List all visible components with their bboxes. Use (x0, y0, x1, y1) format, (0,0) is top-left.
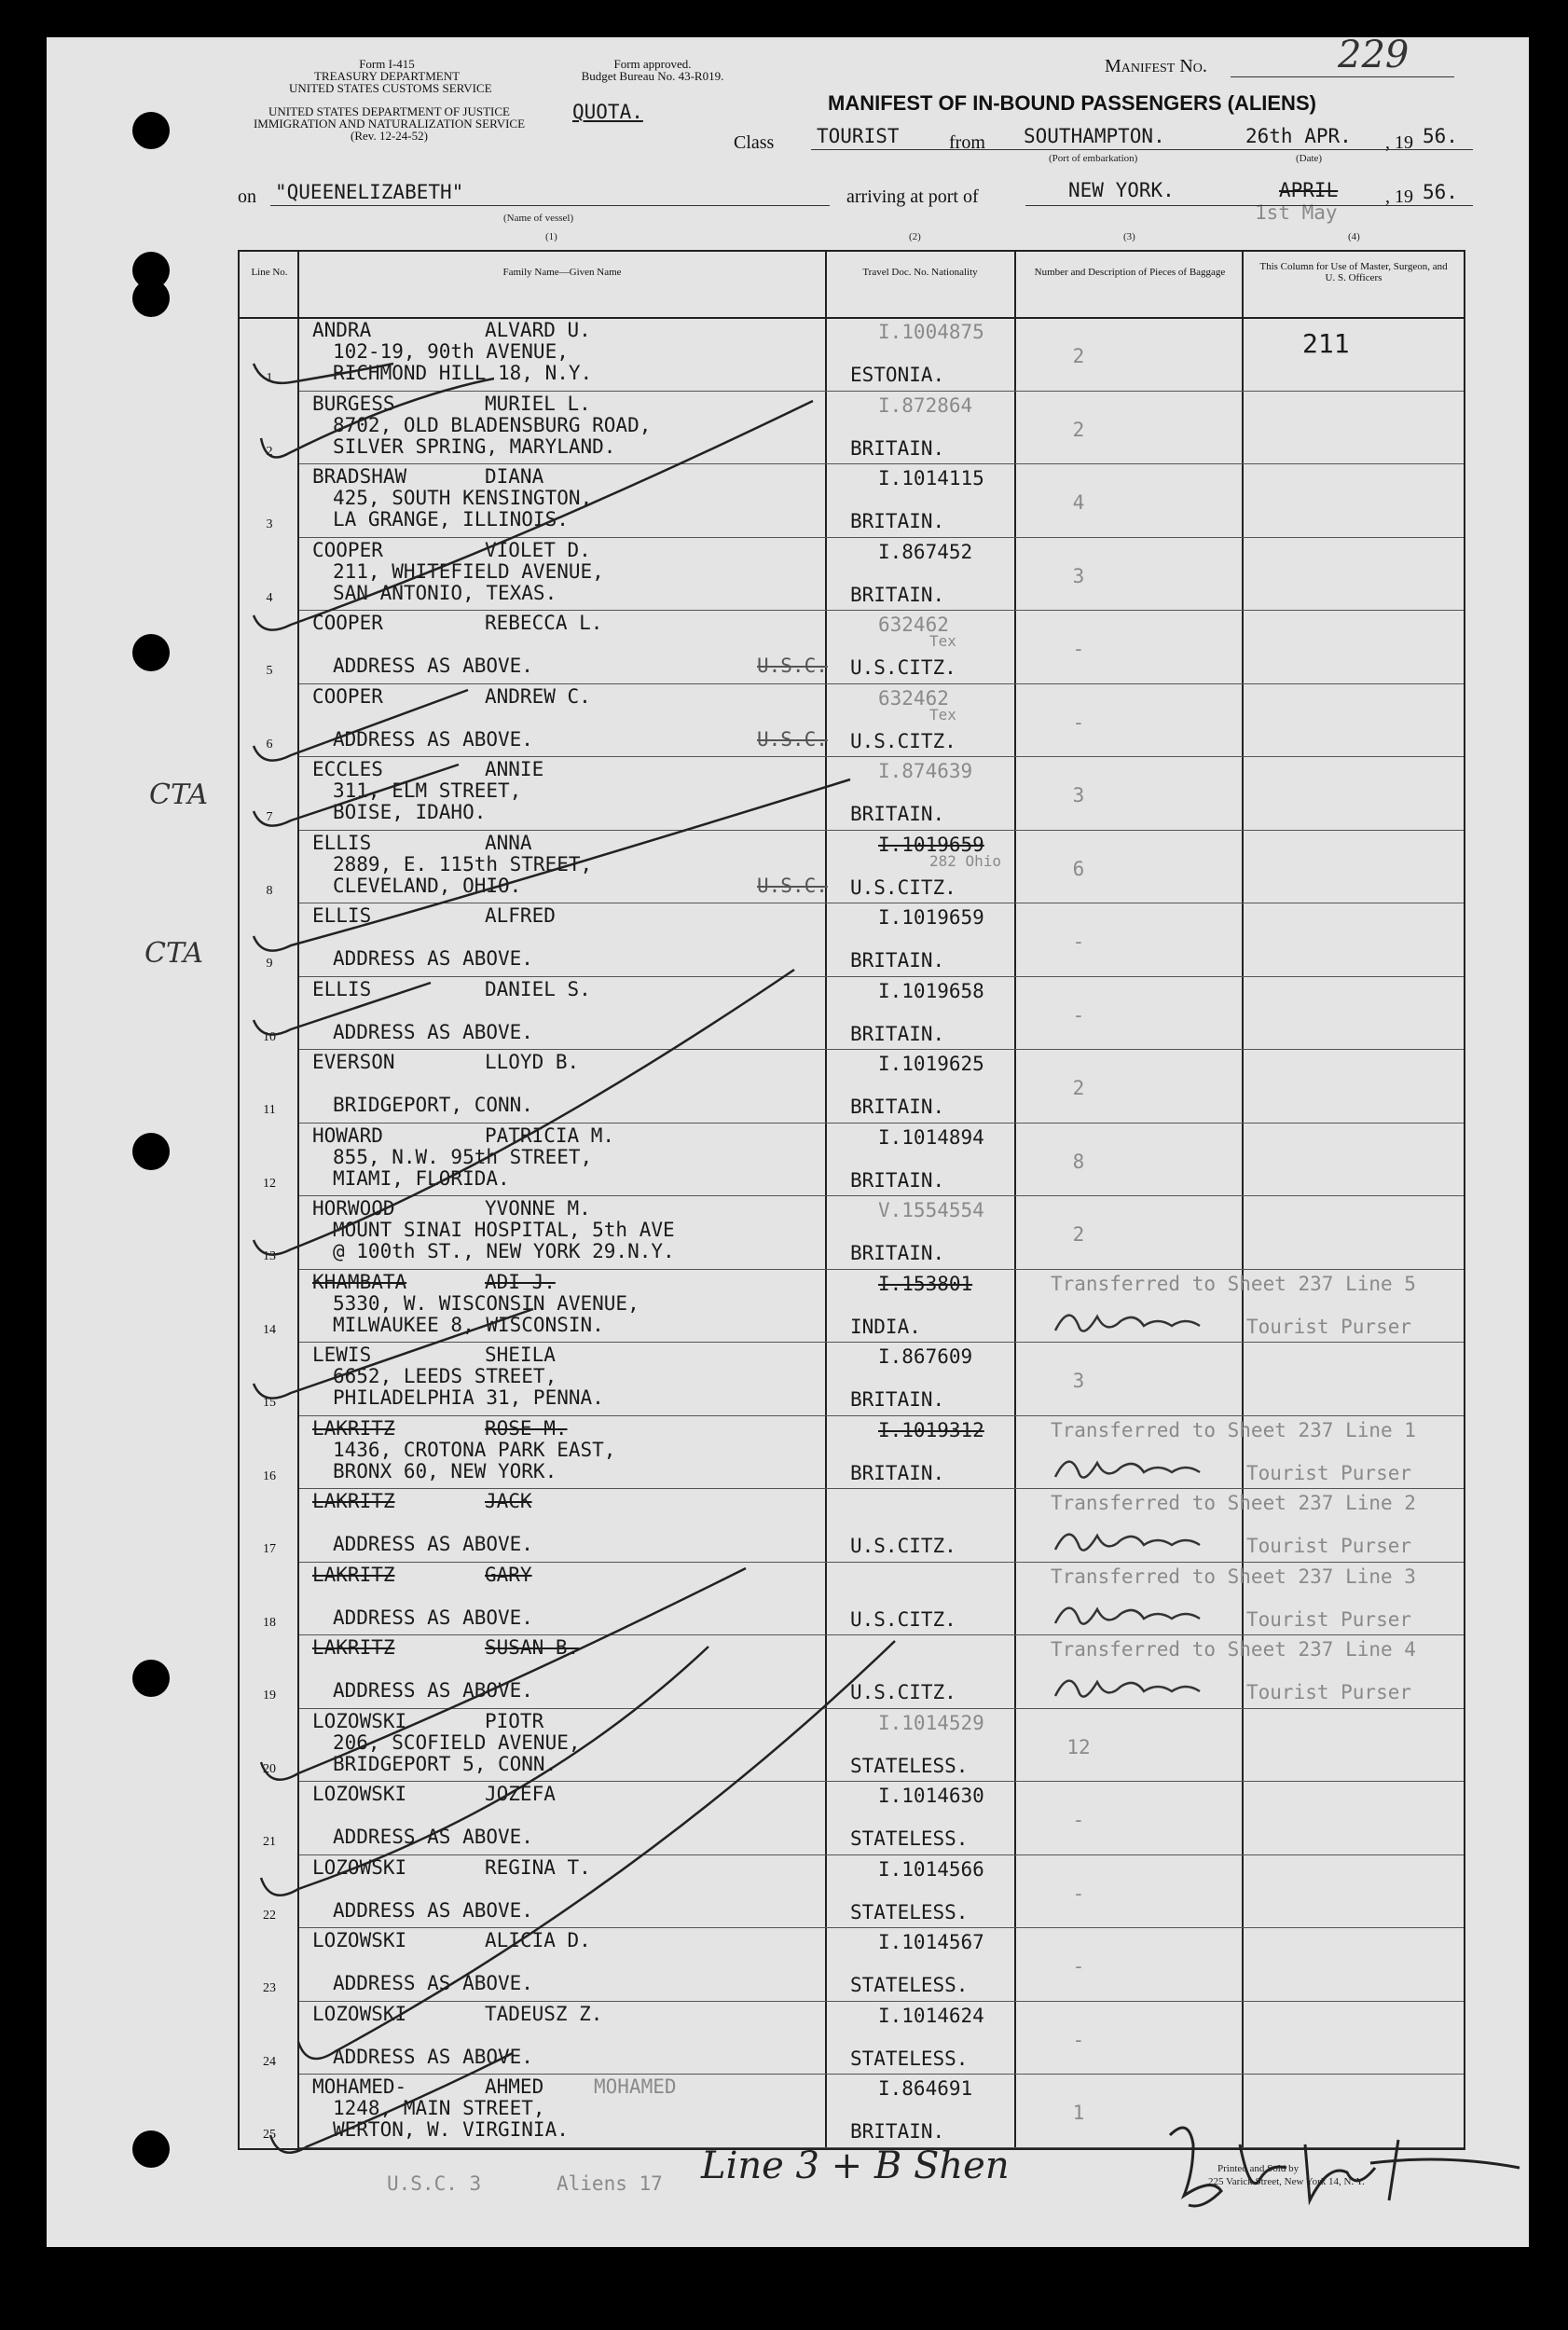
col-num-3: (3) (1123, 231, 1135, 242)
nationality: BRITAIN. (850, 1388, 945, 1411)
family-name: COOPER (312, 538, 383, 561)
travel-doc-number: I.1014567 (878, 1931, 984, 1953)
travel-doc-number: I.872864 (878, 393, 973, 417)
arriving-label: arriving at port of (846, 186, 979, 207)
address-line-2: ADDRESS AS ABOVE. (333, 727, 533, 751)
baggage-count: - (1072, 931, 1085, 953)
line-number: 15 (263, 1396, 276, 1410)
year-prefix: , 19 (1385, 132, 1413, 153)
family-name: ELLIS (312, 831, 372, 854)
signature-scrawl (1156, 2116, 1529, 2219)
given-name: MURIEL L. (485, 392, 591, 415)
given-name-note: MOHAMED (594, 2075, 677, 2098)
travel-doc-note: 282 Ohio (929, 851, 1002, 870)
departure-date: 26th APR. (1245, 125, 1352, 147)
line-number: 6 (266, 737, 273, 751)
col-num-2: (2) (909, 231, 921, 242)
address-line-2: MIAMI, FLORIDA. (333, 1166, 510, 1190)
address-line-2: ADDRESS AS ABOVE. (333, 1606, 533, 1629)
travel-doc-note: Tex (929, 632, 956, 650)
arrival-month: APRIL (1279, 179, 1339, 201)
on-label: on (238, 186, 256, 207)
given-name: ALFRED (485, 904, 556, 927)
nationality: STATELESS. (850, 1900, 969, 1923)
family-name: KHAMBATA (312, 1270, 407, 1293)
line-number: 5 (266, 664, 273, 678)
arrival-correction: 1st May (1255, 201, 1338, 224)
baggage-count: 12 (1066, 1735, 1091, 1758)
address-line-1: 425, SOUTH KENSINGTON, (333, 487, 593, 509)
departure-year: 56. (1423, 125, 1458, 147)
transfer-note: Transferred to Sheet 237 Line 4 (1051, 1638, 1416, 1661)
line-number: 12 (263, 1176, 276, 1191)
address-line-2: RICHMOND HILL 18, N.Y. (333, 362, 593, 384)
printer-line-2: 225 Varick Street, New York 14, N. Y. (1208, 2176, 1365, 2187)
transfer-note: Transferred to Sheet 237 Line 1 (1051, 1418, 1416, 1441)
address-line-2: BRONX 60, NEW YORK. (333, 1459, 557, 1482)
given-name: ANNIE (485, 758, 544, 780)
given-name: LLOYD B. (485, 1051, 580, 1073)
address-line-2: @ 100th ST., NEW YORK 29.N.Y. (333, 1240, 675, 1262)
line-number: 8 (266, 883, 273, 898)
quota-label: QUOTA. (572, 101, 643, 123)
address-line-2: ADDRESS AS ABOVE. (333, 1533, 533, 1555)
baggage-count: - (1072, 1882, 1085, 1905)
address-line-2: BRIDGEPORT 5, CONN. (333, 1752, 557, 1775)
baggage-count: - (1072, 1003, 1085, 1027)
officer-entry: 211 (1302, 328, 1350, 359)
family-name: COOPER (312, 684, 383, 708)
family-name: LAKRITZ (312, 1490, 395, 1512)
manifest-number: 229 (1338, 34, 1410, 76)
family-name: ELLIS (312, 977, 372, 1000)
justice-dept: UNITED STATES DEPARTMENT OF JUSTICE (268, 104, 510, 118)
nationality: BRITAIN. (850, 949, 945, 972)
class-value: TOURIST (817, 125, 900, 147)
baggage-count: - (1072, 638, 1085, 660)
address-line-1: 855, N.W. 95th STREET, (333, 1145, 593, 1168)
nationality: BRITAIN. (850, 2120, 945, 2143)
line-number: 7 (266, 810, 273, 824)
nationality: BRITAIN. (850, 1461, 945, 1484)
line-number: 24 (263, 2054, 276, 2069)
usc-mark: U.S.C. (757, 874, 828, 897)
line-number: 22 (263, 1908, 276, 1923)
budget-bureau: Budget Bureau No. 43-R019. (581, 69, 724, 83)
given-name: ANNA (485, 831, 532, 854)
purser-title: Tourist Purser (1246, 1315, 1412, 1338)
given-name: JACK (485, 1490, 532, 1512)
purser-title: Tourist Purser (1246, 1461, 1412, 1484)
address-line-1: 102-19, 90th AVENUE, (333, 340, 569, 363)
nationality: BRITAIN. (850, 510, 945, 532)
address-line-2: CLEVELAND, OHIO. (333, 874, 522, 897)
address-line-2: ADDRESS AS ABOVE. (333, 1020, 533, 1043)
address-line-2: WERTON, W. VIRGINIA. (333, 2118, 569, 2141)
transfer-note: Transferred to Sheet 237 Line 2 (1051, 1492, 1416, 1514)
travel-doc-number: 632462 (878, 614, 949, 636)
travel-doc-number: I.1014630 (878, 1785, 984, 1807)
col-header-baggage: Number and Description of Pieces of Baggage (1034, 267, 1226, 278)
baggage-count: 3 (1072, 784, 1085, 807)
baggage-count: 3 (1072, 564, 1085, 587)
family-name: LAKRITZ (312, 1416, 395, 1440)
purser-title: Tourist Purser (1246, 1535, 1412, 1557)
address-line-1: MOUNT SINAI HOSPITAL, 5th AVE (333, 1219, 675, 1241)
given-name: PATRICIA M. (485, 1124, 615, 1147)
col-header-line-no: Line No. (251, 267, 288, 278)
baggage-count: 2 (1072, 1077, 1085, 1099)
address-line-2: SILVER SPRING, MARYLAND. (333, 434, 616, 458)
family-name: HOWARD (312, 1124, 383, 1147)
address-line-2: ADDRESS AS ABOVE. (333, 2045, 533, 2068)
line-number: 20 (263, 1761, 276, 1776)
address-line-2: BOISE, IDAHO. (333, 801, 487, 823)
address-line-2: ADDRESS AS ABOVE. (333, 1898, 533, 1922)
form-approved: Form approved. (613, 57, 692, 71)
nationality: BRITAIN. (850, 1168, 945, 1192)
address-line-1: 5330, W. WISCONSIN AVENUE, (333, 1291, 640, 1315)
travel-doc-number: V.1554554 (878, 1199, 984, 1221)
port-embark-caption: (Port of embarkation) (1049, 153, 1138, 164)
date-caption: (Date) (1296, 153, 1323, 164)
family-name: ANDRA (312, 319, 372, 341)
line-number: 13 (263, 1249, 276, 1263)
given-name: DIANA (485, 465, 544, 488)
travel-doc-number: I.1014894 (878, 1125, 984, 1149)
address-line-2: ADDRESS AS ABOVE. (333, 1972, 533, 1994)
given-name: ADI J. (485, 1270, 556, 1293)
given-name: ANDREW C. (485, 684, 591, 708)
travel-doc-number: I.1014566 (878, 1857, 984, 1881)
usc-mark: U.S.C. (757, 727, 828, 751)
address-line-1: 8702, OLD BLADENSBURG ROAD, (333, 413, 652, 436)
given-name: REBECCA L. (485, 612, 603, 634)
travel-doc-number: 632462 (878, 686, 949, 710)
address-line-2: ADDRESS AS ABOVE. (333, 1679, 533, 1702)
family-name: EVERSON (312, 1051, 395, 1073)
address-line-1: 6652, LEEDS STREET, (333, 1365, 557, 1387)
baggage-count: 4 (1072, 491, 1085, 514)
transfer-note: Transferred to Sheet 237 Line 3 (1051, 1565, 1416, 1588)
given-name: SUSAN B. (485, 1636, 580, 1659)
nationality: U.S.CITZ. (850, 1535, 956, 1557)
purser-title: Tourist Purser (1246, 1607, 1412, 1631)
from-label: from (949, 132, 985, 153)
revision: (Rev. 12-24-52) (351, 129, 428, 143)
family-name: LAKRITZ (312, 1636, 395, 1659)
travel-doc-number: I.1014529 (878, 1711, 984, 1734)
given-name: PIOTR (485, 1709, 544, 1732)
customs-service: UNITED STATES CUSTOMS SERVICE (289, 81, 492, 95)
travel-doc-number: I.1014115 (878, 467, 984, 489)
col-num-4: (4) (1348, 231, 1360, 242)
family-name: LOZOWSKI (312, 1783, 407, 1805)
line-number: 2 (266, 444, 273, 459)
address-line-2: LA GRANGE, ILLINOIS. (333, 508, 569, 531)
travel-doc-number: I.874639 (878, 760, 973, 782)
family-name: ECCLES (312, 758, 383, 780)
family-name: HORWOOD (312, 1197, 395, 1220)
nationality: STATELESS. (850, 1754, 969, 1777)
nationality: U.S.CITZ. (850, 656, 956, 679)
line-number: 23 (263, 1981, 276, 1995)
nationality: STATELESS. (850, 1974, 969, 1996)
family-name: MOHAMED- (312, 2075, 407, 2098)
nationality: INDIA. (850, 1315, 921, 1338)
nationality: BRITAIN. (850, 583, 945, 606)
travel-doc-number: I.1014624 (878, 2004, 984, 2027)
nationality: U.S.CITZ. (850, 1607, 956, 1631)
address-line-2: ADDRESS AS ABOVE. (333, 655, 533, 677)
nationality: STATELESS. (850, 2047, 969, 2070)
line-number: 10 (263, 1029, 276, 1044)
line-number: 14 (263, 1322, 276, 1337)
manifest-no-label: Manifest No. (1105, 56, 1207, 76)
address-line-1: 2889, E. 115th STREET, (333, 852, 593, 875)
family-name: LAKRITZ (312, 1563, 395, 1586)
margin-note-cta-9: CTA (144, 937, 203, 970)
nationality: BRITAIN. (850, 803, 945, 825)
col-header-name: Family Name—Given Name (502, 267, 622, 278)
treasury-dept: TREASURY DEPARTMENT (313, 69, 461, 83)
transfer-note: Transferred to Sheet 237 Line 5 (1051, 1272, 1416, 1295)
given-name: ROSE M. (485, 1416, 568, 1440)
given-name: YVONNE M. (485, 1197, 591, 1220)
usc-mark: U.S.C. (757, 655, 828, 677)
address-line-2: MILWAUKEE 8, WISCONSIN. (333, 1313, 604, 1336)
family-name: LOZOWSKI (312, 1855, 407, 1879)
travel-doc-number: I.1019659 (878, 906, 984, 929)
baggage-count: 1 (1072, 2102, 1085, 2124)
family-name: LOZOWSKI (312, 1709, 407, 1732)
given-name: AHMED (485, 2075, 544, 2098)
family-name: COOPER (312, 612, 383, 634)
line-number: 1 (266, 371, 273, 385)
nationality: BRITAIN. (850, 436, 945, 460)
family-name: BRADSHAW (312, 465, 407, 488)
nationality: U.S.CITZ. (850, 875, 956, 899)
line-number: 17 (263, 1542, 276, 1556)
family-name: LOZOWSKI (312, 1929, 407, 1951)
family-name: LEWIS (312, 1344, 372, 1366)
col-header-doc: Travel Doc. No. Nationality (862, 267, 978, 278)
address-line-2: BRIDGEPORT, CONN. (333, 1094, 533, 1116)
line-number: 3 (266, 517, 273, 531)
baggage-count: 3 (1072, 1370, 1085, 1392)
given-name: ALVARD U. (485, 319, 591, 341)
address-line-1: 311, ELM STREET, (333, 779, 522, 802)
address-line-2: SAN ANTONIO, TEXAS. (333, 581, 557, 604)
given-name: ALICIA D. (485, 1929, 591, 1951)
travel-doc-number: I.1019659 (878, 833, 984, 856)
vessel-caption: (Name of vessel) (503, 213, 574, 224)
baggage-count: 2 (1072, 345, 1085, 367)
line-number: 21 (263, 1835, 276, 1849)
line-number: 19 (263, 1689, 276, 1703)
handwritten-tally: Line 3 + B Shen (701, 2144, 1010, 2187)
travel-doc-number: I.1019312 (878, 1418, 984, 1441)
given-name: DANIEL S. (485, 977, 591, 1000)
baggage-count: 6 (1072, 857, 1085, 880)
given-name: JOZEFA (485, 1783, 556, 1805)
nationality: BRITAIN. (850, 1242, 945, 1264)
travel-doc-number: I.867452 (878, 540, 973, 563)
footer-aliens-count: Aliens 17 (557, 2172, 663, 2195)
given-name: SHEILA (485, 1344, 556, 1366)
nationality: ESTONIA. (850, 364, 945, 386)
baggage-count: 2 (1072, 418, 1085, 441)
footer-usc-count: U.S.C. 3 (387, 2172, 482, 2195)
family-name: LOZOWSKI (312, 2002, 407, 2025)
col-num-1: (1) (545, 231, 557, 242)
line-number: 16 (263, 1468, 276, 1483)
year-prefix-2: , 19 (1385, 186, 1413, 207)
given-name: GARY (485, 1563, 532, 1586)
baggage-count: - (1072, 710, 1085, 734)
address-line-2: ADDRESS AS ABOVE. (333, 947, 533, 970)
purser-title: Tourist Purser (1246, 1681, 1412, 1703)
address-line-1: 1248, MAIN STREET, (333, 2097, 545, 2119)
baggage-count: - (1072, 1955, 1085, 1978)
port-of-arrival: NEW YORK. (1068, 179, 1175, 201)
line-number: 4 (266, 590, 273, 605)
line-number: 11 (263, 1103, 276, 1117)
address-line-1: 211, WHITEFIELD AVENUE, (333, 559, 604, 583)
travel-doc-number: I.1019658 (878, 979, 984, 1002)
vessel-name: "QUEENELIZABETH" (275, 181, 464, 203)
baggage-count: 8 (1072, 1150, 1085, 1173)
printer-line-1: Printed and Sold by (1217, 2163, 1300, 2174)
nationality: U.S.CITZ. (850, 729, 956, 752)
address-line-2: PHILADELPHIA 31, PENNA. (333, 1386, 604, 1409)
family-name: ELLIS (312, 904, 372, 927)
line-number: 25 (263, 2128, 276, 2142)
ins-service: IMMIGRATION AND NATURALIZATION SERVICE (253, 117, 526, 131)
port-of-embarkation: SOUTHAMPTON. (1024, 125, 1165, 147)
nationality: BRITAIN. (850, 1096, 945, 1118)
family-name: BURGESS (312, 392, 395, 415)
address-line-1: 206, SCOFIELD AVENUE, (333, 1730, 581, 1754)
baggage-count: - (1072, 1809, 1085, 1831)
given-name: REGINA T. (485, 1855, 591, 1879)
travel-doc-number: I.867609 (878, 1345, 973, 1368)
travel-doc-note: Tex (929, 705, 956, 724)
given-name: VIOLET D. (485, 538, 591, 561)
baggage-count: - (1072, 2028, 1085, 2051)
travel-doc-number: I.864691 (878, 2077, 973, 2100)
officer-signature (1156, 2116, 1529, 2223)
baggage-count: 2 (1072, 1223, 1085, 1246)
col-header-officers: This Column for Use of Master, Surgeon, and U. S. Officers (1259, 261, 1448, 283)
line-number: 9 (266, 957, 273, 971)
manifest-title: MANIFEST OF IN-BOUND PASSENGERS (ALIENS) (828, 91, 1316, 115)
arrival-year: 56. (1423, 181, 1458, 203)
class-label: Class (734, 132, 775, 153)
nationality: BRITAIN. (850, 1022, 945, 1045)
travel-doc-number: I.1019625 (878, 1053, 984, 1075)
line-number: 18 (263, 1615, 276, 1630)
form-number: Form I-415 (359, 57, 415, 71)
margin-note-cta-7: CTA (149, 779, 208, 811)
given-name: TADEUSZ Z. (485, 2002, 603, 2025)
nationality: U.S.CITZ. (850, 1681, 956, 1703)
travel-doc-number: I.1004875 (878, 321, 984, 343)
address-line-2: ADDRESS AS ABOVE. (333, 1826, 533, 1848)
travel-doc-number: I.153801 (878, 1272, 973, 1295)
address-line-1: 1436, CROTONA PARK EAST, (333, 1438, 616, 1461)
nationality: STATELESS. (850, 1827, 969, 1850)
